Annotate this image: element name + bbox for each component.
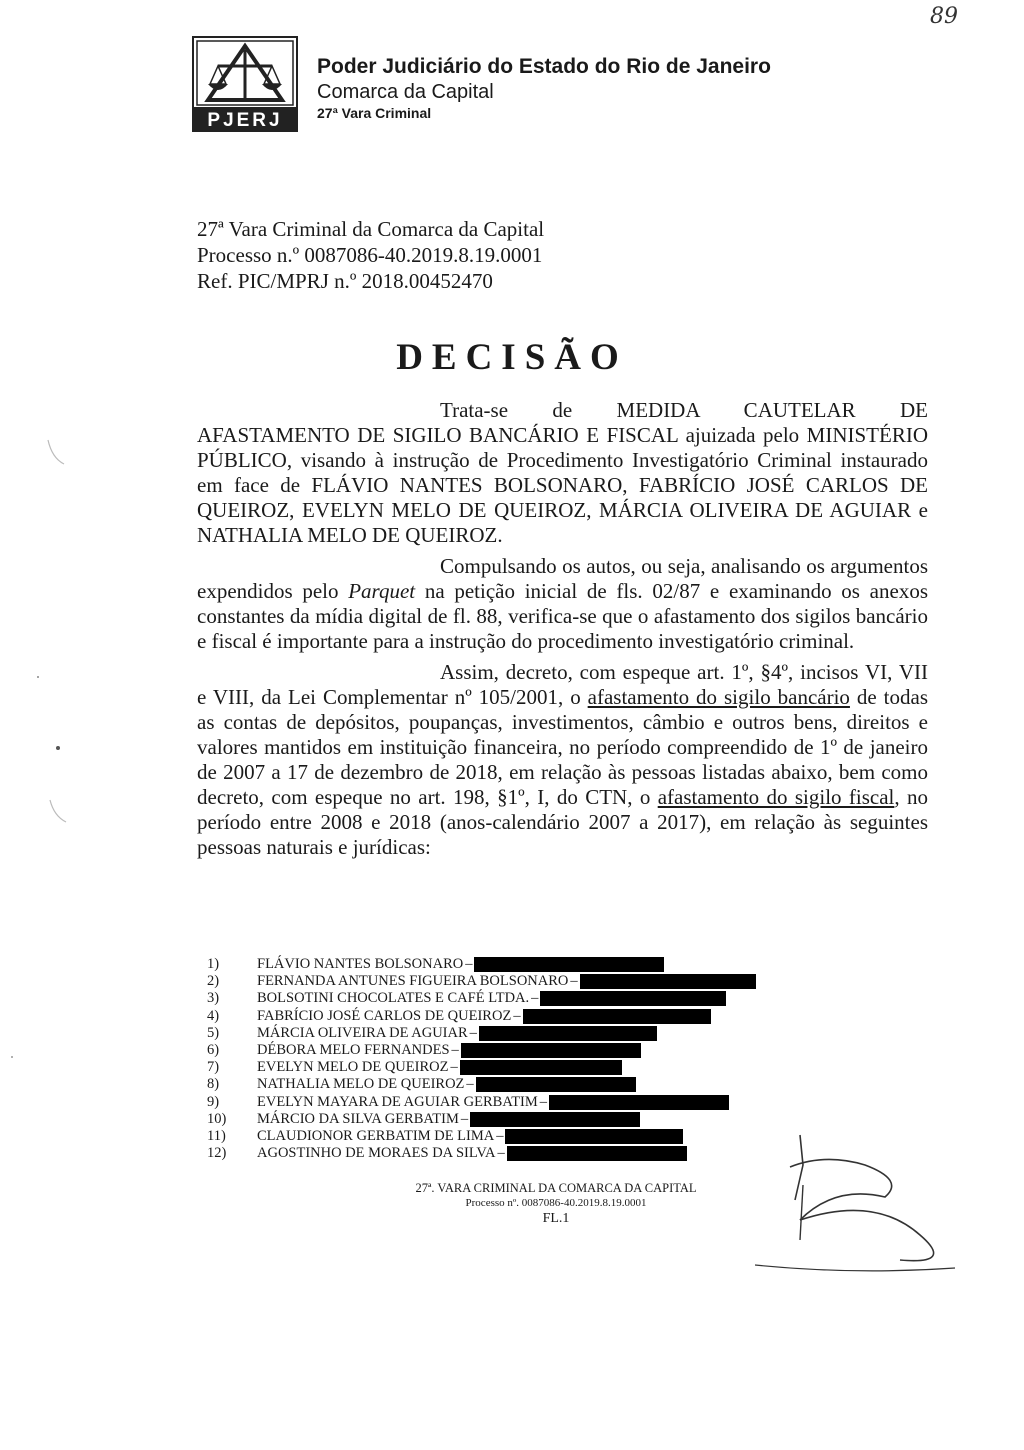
person-list-item: [207, 1111, 756, 1128]
page-footer: [386, 1180, 726, 1228]
person-item-dash: –: [531, 990, 539, 1007]
person-item-name: MÁRCIO DA SILVA GERBATIM: [257, 1110, 459, 1127]
person-list-item: [207, 1059, 756, 1076]
pjerj-logo: [192, 36, 298, 132]
person-item-name: DÉBORA MELO FERNANDES: [257, 1041, 450, 1058]
redaction-bar: [474, 957, 664, 972]
persons-list: [207, 956, 756, 1162]
person-item-name: FLÁVIO NANTES BOLSONARO: [257, 956, 464, 972]
person-item-number: 9): [207, 1093, 220, 1110]
person-list-item: [207, 973, 756, 990]
person-item-number: 4): [207, 1007, 220, 1024]
redaction-bar: [476, 1077, 636, 1092]
redaction-bar: [523, 1009, 711, 1024]
person-item-number: 2): [207, 973, 220, 990]
decision-body: [197, 398, 928, 866]
footer-court: 27ª. VARA CRIMINAL DA COMARCA DA CAPITAL: [415, 1181, 697, 1195]
redaction-bar: [505, 1129, 683, 1144]
person-item-number: 12): [207, 1145, 227, 1162]
person-item-name: NATHALIA MELO DE QUEIROZ: [257, 1076, 465, 1093]
redaction-bar: [540, 991, 726, 1006]
redaction-bar: [549, 1095, 729, 1110]
person-item-dash: –: [451, 1041, 459, 1058]
person-list-item: [207, 1145, 756, 1162]
person-item-name: AGOSTINHO DE MORAES DA SILVA: [257, 1145, 496, 1162]
paragraph-1: Trata-se de MEDIDA CAUTELAR DE AFASTAMENTO DE SIGILO BANCÁRIO E FISCAL ajuizada pelo MINISTÉRIO PÚBLICO, visando à instrução de Procedimento Investigatório Criminal instaurado em face de FLÁVIO NANTES BOLSONARO, FABRÍCIO JOSÉ CARLOS DE QUEIROZ, EVELYN MELO DE QUEIROZ, MÁRCIA OLIVEIRA DE AGUIAR e NATHALIA MELO DE QUEIROZ.: [197, 398, 928, 547]
person-item-dash: –: [465, 956, 473, 972]
person-item-number: 7): [207, 1059, 220, 1076]
person-item-name: EVELYN MAYARA DE AGUIAR GERBATIM: [257, 1093, 538, 1110]
person-list-item: [207, 1076, 756, 1093]
court-name: Poder Judiciário do Estado do Rio de Janeiro: [317, 55, 771, 78]
person-item-dash: –: [513, 1007, 521, 1024]
person-list-item: [207, 1094, 756, 1111]
reference-court: 27ª Vara Criminal da Comarca da Capital: [197, 217, 545, 241]
person-item-name: BOLSOTINI CHOCOLATES E CAFÉ LTDA.: [257, 990, 530, 1007]
banking-secrecy-term: afastamento do sigilo bancário: [587, 685, 850, 709]
person-item-name: FABRÍCIO JOSÉ CARLOS DE QUEIROZ: [257, 1007, 512, 1024]
person-item-dash: –: [497, 1145, 505, 1162]
person-list-item: [207, 1042, 756, 1059]
person-item-number: 10): [207, 1110, 227, 1127]
redaction-bar: [461, 1043, 641, 1058]
person-item-number: 6): [207, 1041, 220, 1058]
person-item-name: MÁRCIA OLIVEIRA DE AGUIAR: [257, 1024, 468, 1041]
person-item-name: CLAUDIONOR GERBATIM DE LIMA: [257, 1127, 495, 1144]
person-item-number: 3): [207, 990, 220, 1007]
reference-pic: Ref. PIC/MPRJ n.º 2018.00452470: [197, 269, 493, 293]
case-reference: [197, 216, 544, 294]
footer-page: FL.1: [542, 1211, 570, 1226]
handwritten-page-number: 89: [930, 4, 958, 29]
fiscal-secrecy-term: afastamento do sigilo fiscal: [657, 785, 895, 809]
person-item-dash: –: [450, 1059, 458, 1076]
person-item-dash: –: [539, 1093, 548, 1110]
person-item-dash: –: [460, 1110, 469, 1127]
logo-lettering: PJERJ: [207, 110, 283, 131]
redaction-bar: [460, 1060, 622, 1075]
person-list-item: [207, 990, 756, 1007]
district-name: Comarca da Capital: [317, 81, 494, 103]
person-item-dash: –: [570, 973, 578, 990]
person-list-item: [207, 1128, 756, 1145]
redaction-bar: [580, 974, 756, 989]
division-name: 27ª Vara Criminal: [317, 105, 432, 121]
person-item-number: 5): [207, 1024, 220, 1041]
handwritten-signature: [755, 1125, 965, 1275]
person-item-number: 8): [207, 1076, 220, 1093]
document-title: DECISÃO: [396, 337, 628, 378]
person-list-item: [207, 956, 756, 973]
person-item-dash: –: [496, 1127, 504, 1144]
person-item-name: FERNANDA ANTUNES FIGUEIRA BOLSONARO: [257, 973, 569, 990]
redaction-bar: [470, 1112, 640, 1127]
person-item-dash: –: [469, 1024, 477, 1041]
person-item-name: EVELYN MELO DE QUEIROZ: [257, 1059, 449, 1076]
reference-process: Processo n.º 0087086-40.2019.8.19.0001: [197, 243, 543, 267]
paragraph-2: Compulsando os autos, ou seja, analisando os argumentos expendidos pelo Parquet na petição inicial de fls. 02/87 e examinando os anexos constantes da mídia digital de fl. 88, verifica-se que o afastamento dos sigilos bancário e fiscal é importante para a instrução do procedimento investigatório criminal.: [197, 554, 928, 653]
court-header: [317, 54, 771, 122]
person-item-number: 11): [207, 1127, 226, 1144]
person-list-item: [207, 1025, 756, 1042]
paragraph-3: Assim, decreto, com espeque art. 1º, §4º, incisos VI, VII e VIII, da Lei Complementar nº 105/2001, o afastamento do sigilo bancário de todas as contas de depósitos, poupanças, investimentos, câmbio e outros bens, direitos e valores mantidos em instituição financeira, no período compreendido de 1º de janeiro de 2007 a 17 de dezembro de 2018, em relação às pessoas listadas abaixo, bem como decreto, com espeque no art. 198, §1º, I, do CTN, o afastamento do sigilo fiscal, no período entre 2008 e 2018 (anos-calendário 2007 a 2017), em relação às seguintes pessoas naturais e jurídicas:: [197, 660, 929, 859]
person-item-number: 1): [207, 956, 220, 972]
person-item-dash: –: [466, 1076, 474, 1093]
person-list-item: [207, 1008, 756, 1025]
redaction-bar: [479, 1026, 657, 1041]
redaction-bar: [507, 1146, 687, 1161]
footer-process: Processo nº. 0087086-40.2019.8.19.0001: [465, 1197, 647, 1209]
parquet-term: Parquet: [348, 579, 416, 603]
